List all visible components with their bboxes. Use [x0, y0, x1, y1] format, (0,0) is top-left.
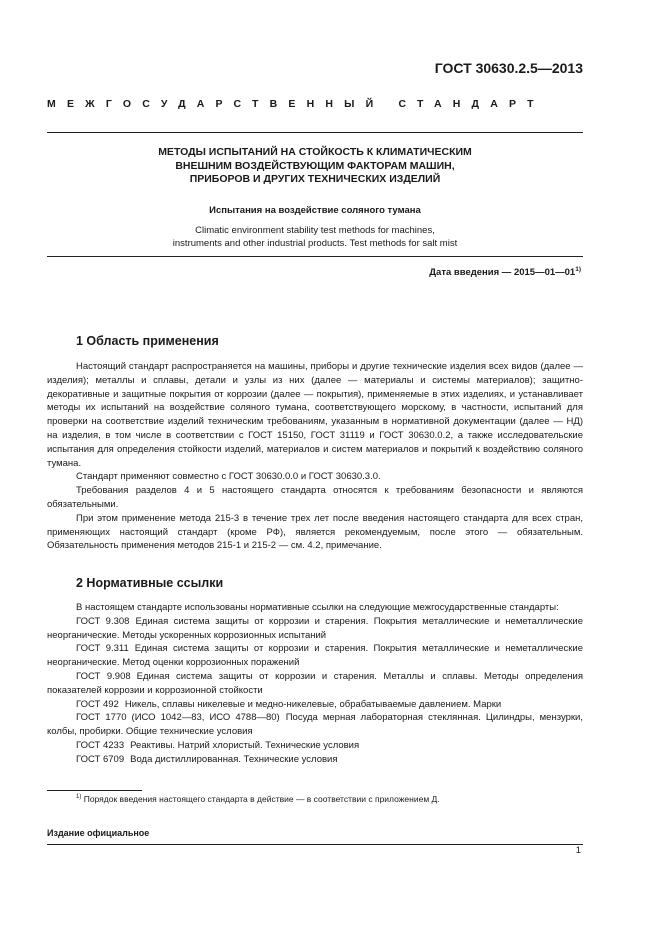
footer-rule — [47, 844, 583, 845]
footnote-ref: 1) — [575, 266, 581, 273]
paragraph: Требования разделов 4 и 5 настоящего стандарта относятся к требованиям безопасности и являются обязательными. — [47, 485, 583, 510]
paragraph: В настоящем стандарте использованы нормативные ссылки на следующие межгосударственные стандарты: — [76, 602, 559, 613]
document-title — [47, 146, 583, 187]
paragraph: Настоящий стандарт распространяется на машины, приборы и другие технические изделия всех видов (далее — изделия); металлы и сплавы, детали и узлы из них (далее — материалы и системы материалов); защитно-декоративные и защитные покрытия от коррозии (далее — покрытия), применяемые в этих изделиях, и устанавливает методы их испытаний на воздействие соляного тумана, соответствующего морскому, в частности, испытаний для проверки на соответствие изделий техническим требованиям, указанным в нормативной документации (далее — НД) на изделия, в том числе в соответствии с ГОСТ 15150, ГОСТ 31119 и ГОСТ 30630.0.2, а также исследовательские испытания для определения стойкости изделий, материалов и систем материалов и покрытий к воздействию соляного тумана. — [47, 361, 583, 469]
english-title-line: Climatic environment stability test methods for machines, — [195, 225, 435, 236]
section-2-body — [47, 601, 583, 767]
footnote-separator — [47, 790, 142, 791]
introduction-date — [429, 266, 581, 278]
reference-code: ГОСТ 6709 — [76, 753, 125, 765]
reference-code: ГОСТ 9.311 — [76, 643, 129, 655]
english-title — [47, 225, 583, 250]
interstate-standard-heading: МЕЖГОСУДАРСТВЕННЫЙ СТАНДАРТ — [47, 98, 545, 110]
reference-code: ГОСТ 9.308 — [76, 615, 130, 627]
reference-item — [47, 753, 583, 767]
official-edition-label: Издание официальное — [47, 828, 150, 838]
reference-text: Реактивы. Натрий хлористый. Технические условия — [130, 739, 360, 751]
reference-text: Единая система защиты от коррозии и старения. Металлы и сплавы. Методы определения показателей коррозии и коррозионной стойкости — [47, 670, 583, 696]
reference-text: Единая система защиты от коррозии и старения. Покрытия металлические и неметаллические неорганические. Методы ускоренных коррозионных испытаний — [47, 615, 583, 641]
reference-text: Вода дистиллированная. Технические условия — [130, 753, 338, 765]
english-title-line: instruments and other industrial products. Test methods for salt mist — [172, 237, 458, 249]
reference-item — [47, 739, 583, 753]
reference-item — [47, 642, 583, 670]
page-number: 1 — [575, 845, 581, 856]
reference-code: ГОСТ 1770 (ИСО 1042—83, ИСО 4788—80) — [76, 712, 280, 724]
reference-text: Единая система защиты от коррозии и старения. Покрытия металлические и неметаллические неорганические. Метод оценки коррозионных поражений — [47, 643, 583, 669]
reference-item — [47, 670, 583, 698]
document-subtitle: Испытания на воздействие соляного тумана — [209, 205, 421, 216]
reference-item — [47, 698, 583, 712]
reference-code: ГОСТ 9.908 — [76, 670, 131, 682]
title-rule — [47, 256, 583, 257]
section-1-body — [47, 360, 583, 553]
footnote — [47, 794, 583, 804]
title-line: ВНЕШНИМ ВОЗДЕЙСТВУЮЩИМ ФАКТОРАМ МАШИН, — [175, 159, 455, 172]
section-1-heading: 1 Область применения — [76, 334, 219, 348]
header-rule — [47, 132, 583, 133]
introduction-date-text: Дата введения — 2015—01—01 — [429, 267, 576, 279]
gost-number: ГОСТ 30630.2.5—2013 — [434, 60, 583, 76]
paragraph: При этом применение метода 215-3 в течение трех лет после введения настоящего стандарта для всех стран, применяющих настоящий стандарт (кроме РФ), является рекомендуемым, после этого — обязательным. Обязательность применения методов 215-1 и 215-2 — см. 4.2, примечание. — [47, 512, 583, 552]
section-2-heading: 2 Нормативные ссылки — [76, 576, 224, 590]
title-line: МЕТОДЫ ИСПЫТАНИЙ НА СТОЙКОСТЬ К КЛИМАТИЧЕСКИМ — [158, 146, 472, 158]
title-line: ПРИБОРОВ И ДРУГИХ ТЕХНИЧЕСКИХ ИЗДЕЛИЙ — [189, 173, 441, 185]
footnote-mark: 1) — [76, 794, 82, 801]
footnote-text: Порядок введения настоящего стандарта в действие — в соответствии с приложением Д. — [83, 794, 440, 804]
reference-item — [47, 711, 583, 739]
reference-code: ГОСТ 492 — [76, 698, 119, 710]
reference-text: Посуда мерная лабораторная стеклянная. Цилиндры, мензурки, колбы, пробирки. Общие технические условия — [47, 712, 583, 738]
paragraph: Стандарт применяют совместно с ГОСТ 30630.0.0 и ГОСТ 30630.3.0. — [76, 471, 381, 483]
reference-item — [47, 615, 583, 643]
reference-text: Никель, сплавы никелевые и медно-никелевые, обрабатываемые давлением. Марки — [124, 698, 502, 710]
reference-code: ГОСТ 4233 — [76, 739, 125, 751]
